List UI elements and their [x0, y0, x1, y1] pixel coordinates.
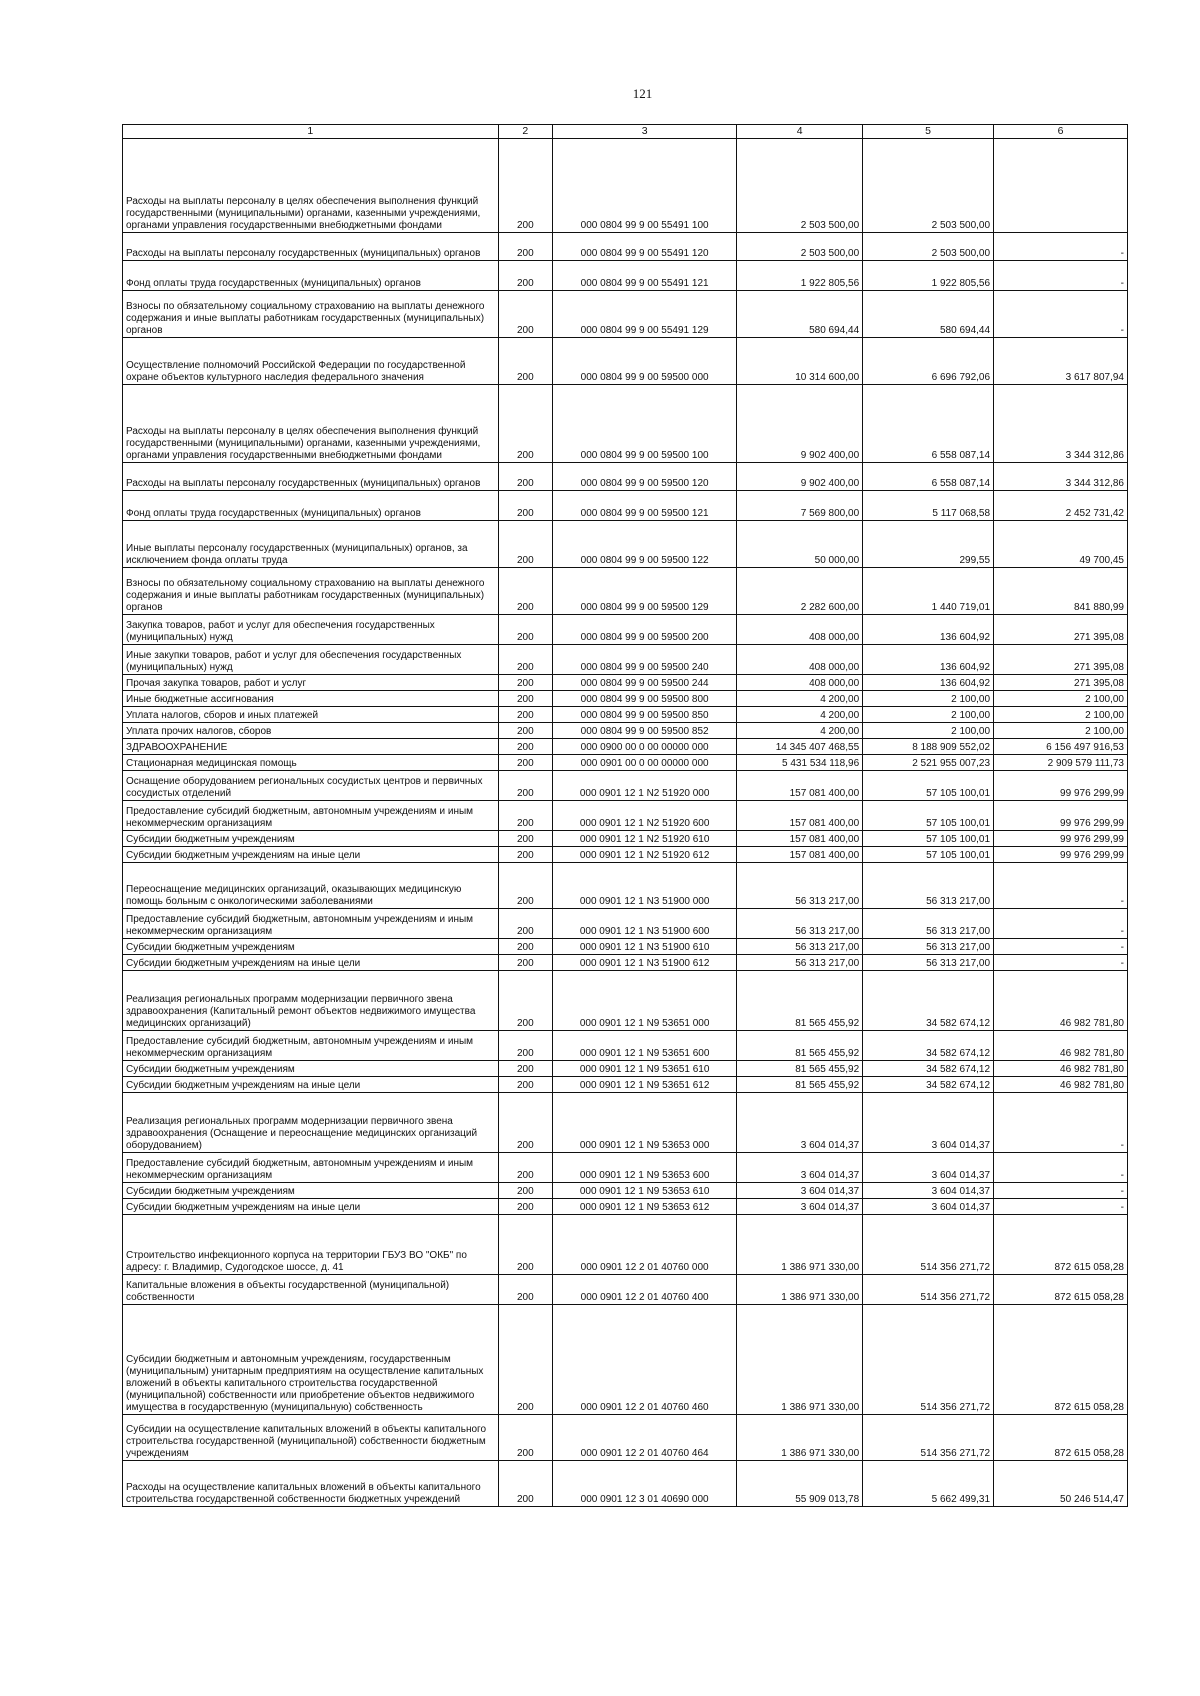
- row-indicator-code: 200: [498, 338, 552, 385]
- row-name: Предоставление субсидий бюджетным, автономным учреждениям и иным некоммерческим организациям: [123, 909, 499, 939]
- row-approved-amount: 3 604 014,37: [737, 1093, 863, 1153]
- row-name: Субсидии бюджетным учреждениям: [123, 1061, 499, 1077]
- row-unexecuted-amount: 99 976 299,99: [994, 831, 1128, 847]
- row-classification-code: 000 0804 99 9 00 59500 240: [552, 645, 736, 675]
- row-classification-code: 000 0804 99 9 00 59500 120: [552, 463, 736, 491]
- table-row: [123, 645, 1128, 675]
- row-classification-code: 000 0901 12 1 N2 51920 610: [552, 831, 736, 847]
- row-classification-code: 000 0901 12 1 N9 53651 600: [552, 1031, 736, 1061]
- row-approved-amount: 5 431 534 118,96: [737, 755, 863, 771]
- row-name: Стационарная медицинская помощь: [123, 755, 499, 771]
- table-row: [123, 1305, 1128, 1415]
- row-executed-amount: 2 100,00: [863, 691, 994, 707]
- row-approved-amount: 81 565 455,92: [737, 1077, 863, 1093]
- row-executed-amount: 8 188 909 552,02: [863, 739, 994, 755]
- row-indicator-code: 200: [498, 707, 552, 723]
- row-name: Предоставление субсидий бюджетным, автономным учреждениям и иным некоммерческим организациям: [123, 1031, 499, 1061]
- row-name: Субсидии бюджетным учреждениям: [123, 939, 499, 955]
- row-indicator-code: 200: [498, 739, 552, 755]
- row-name: Субсидии бюджетным учреждениям на иные цели: [123, 1199, 499, 1215]
- row-executed-amount: 56 313 217,00: [863, 955, 994, 971]
- table-row: [123, 261, 1128, 291]
- row-approved-amount: 55 909 013,78: [737, 1461, 863, 1507]
- row-executed-amount: 136 604,92: [863, 645, 994, 675]
- row-classification-code: 000 0901 12 1 N2 51920 612: [552, 847, 736, 863]
- row-approved-amount: 81 565 455,92: [737, 971, 863, 1031]
- row-executed-amount: 514 356 271,72: [863, 1215, 994, 1275]
- row-unexecuted-amount: -: [994, 1183, 1128, 1199]
- row-executed-amount: 2 100,00: [863, 723, 994, 739]
- row-name: Реализация региональных программ модернизации первичного звена здравоохранения (Оснащение и переоснащение медицинских организаций оборудованием): [123, 1093, 499, 1153]
- row-indicator-code: 200: [498, 1215, 552, 1275]
- row-unexecuted-amount: -: [994, 291, 1128, 338]
- row-classification-code: 000 0901 12 1 N9 53653 600: [552, 1153, 736, 1183]
- row-executed-amount: 3 604 014,37: [863, 1093, 994, 1153]
- row-approved-amount: 3 604 014,37: [737, 1153, 863, 1183]
- table-row: [123, 955, 1128, 971]
- row-unexecuted-amount: 271 395,08: [994, 645, 1128, 675]
- row-approved-amount: 1 386 971 330,00: [737, 1415, 863, 1461]
- row-approved-amount: 1 386 971 330,00: [737, 1215, 863, 1275]
- row-classification-code: 000 0804 99 9 00 59500 129: [552, 568, 736, 615]
- row-classification-code: 000 0901 12 1 N2 51920 000: [552, 771, 736, 801]
- row-classification-code: 000 0804 99 9 00 59500 850: [552, 707, 736, 723]
- table-row: [123, 491, 1128, 521]
- row-approved-amount: 1 386 971 330,00: [737, 1305, 863, 1415]
- row-indicator-code: 200: [498, 521, 552, 568]
- row-executed-amount: 34 582 674,12: [863, 1061, 994, 1077]
- row-classification-code: 000 0804 99 9 00 55491 120: [552, 233, 736, 261]
- row-executed-amount: 34 582 674,12: [863, 1031, 994, 1061]
- row-name: Осуществление полномочий Российской Федерации по государственной охране объектов культурного наследия федерального значения: [123, 338, 499, 385]
- row-approved-amount: 7 569 800,00: [737, 491, 863, 521]
- row-executed-amount: 136 604,92: [863, 675, 994, 691]
- row-classification-code: 000 0901 12 1 N3 51900 610: [552, 939, 736, 955]
- row-name: Субсидии бюджетным учреждениям на иные цели: [123, 847, 499, 863]
- row-classification-code: 000 0804 99 9 00 55491 121: [552, 261, 736, 291]
- row-indicator-code: 200: [498, 691, 552, 707]
- row-approved-amount: 10 314 600,00: [737, 338, 863, 385]
- row-unexecuted-amount: 49 700,45: [994, 521, 1128, 568]
- row-approved-amount: 157 081 400,00: [737, 847, 863, 863]
- table-row: [123, 521, 1128, 568]
- row-unexecuted-amount: 3 344 312,86: [994, 463, 1128, 491]
- row-indicator-code: 200: [498, 1153, 552, 1183]
- table-row: [123, 723, 1128, 739]
- row-executed-amount: 56 313 217,00: [863, 909, 994, 939]
- row-executed-amount: 514 356 271,72: [863, 1415, 994, 1461]
- row-classification-code: 000 0900 00 0 00 00000 000: [552, 739, 736, 755]
- row-unexecuted-amount: 2 100,00: [994, 723, 1128, 739]
- row-approved-amount: 4 200,00: [737, 691, 863, 707]
- row-indicator-code: 200: [498, 1093, 552, 1153]
- row-approved-amount: 56 313 217,00: [737, 863, 863, 909]
- row-classification-code: 000 0901 12 1 N3 51900 612: [552, 955, 736, 971]
- table-row: [123, 615, 1128, 645]
- row-indicator-code: 200: [498, 1031, 552, 1061]
- row-name: Расходы на выплаты персоналу в целях обеспечения выполнения функций государственными (муниципальными) органами, казенными учреждениями, органами управления государственными внебюджетными фондами: [123, 139, 499, 233]
- row-name: Субсидии бюджетным учреждениям на иные цели: [123, 955, 499, 971]
- table-row: [123, 233, 1128, 261]
- row-indicator-code: 200: [498, 847, 552, 863]
- row-classification-code: 000 0804 99 9 00 55491 100: [552, 139, 736, 233]
- row-name: Предоставление субсидий бюджетным, автономным учреждениям и иным некоммерческим организациям: [123, 801, 499, 831]
- row-unexecuted-amount: 99 976 299,99: [994, 771, 1128, 801]
- row-name: Субсидии бюджетным учреждениям: [123, 1183, 499, 1199]
- table-row: [123, 1061, 1128, 1077]
- table-row: [123, 691, 1128, 707]
- row-unexecuted-amount: 50 246 514,47: [994, 1461, 1128, 1507]
- column-number: 3: [552, 125, 736, 139]
- row-approved-amount: 157 081 400,00: [737, 771, 863, 801]
- column-number: 4: [737, 125, 863, 139]
- row-name: Иные бюджетные ассигнования: [123, 691, 499, 707]
- row-executed-amount: 6 558 087,14: [863, 463, 994, 491]
- row-indicator-code: 200: [498, 491, 552, 521]
- table-row: [123, 831, 1128, 847]
- row-classification-code: 000 0901 12 2 01 40760 400: [552, 1275, 736, 1305]
- row-executed-amount: 299,55: [863, 521, 994, 568]
- row-approved-amount: 56 313 217,00: [737, 939, 863, 955]
- row-approved-amount: 2 282 600,00: [737, 568, 863, 615]
- table-row: [123, 338, 1128, 385]
- row-approved-amount: 1 386 971 330,00: [737, 1275, 863, 1305]
- row-executed-amount: 34 582 674,12: [863, 1077, 994, 1093]
- row-name: Иные выплаты персоналу государственных (муниципальных) органов, за исключением фонда оплаты труда: [123, 521, 499, 568]
- row-executed-amount: 57 105 100,01: [863, 847, 994, 863]
- row-classification-code: 000 0804 99 9 00 59500 244: [552, 675, 736, 691]
- row-approved-amount: 4 200,00: [737, 707, 863, 723]
- row-classification-code: 000 0901 12 1 N9 53651 612: [552, 1077, 736, 1093]
- row-unexecuted-amount: 6 156 497 916,53: [994, 739, 1128, 755]
- row-indicator-code: 200: [498, 723, 552, 739]
- row-name: Фонд оплаты труда государственных (муниципальных) органов: [123, 491, 499, 521]
- row-executed-amount: 5 117 068,58: [863, 491, 994, 521]
- row-name: ЗДРАВООХРАНЕНИЕ: [123, 739, 499, 755]
- row-unexecuted-amount: [994, 139, 1128, 233]
- table-row: [123, 1215, 1128, 1275]
- row-indicator-code: 200: [498, 139, 552, 233]
- row-unexecuted-amount: -: [994, 261, 1128, 291]
- row-classification-code: 000 0901 12 1 N2 51920 600: [552, 801, 736, 831]
- row-executed-amount: 514 356 271,72: [863, 1305, 994, 1415]
- row-classification-code: 000 0901 12 1 N3 51900 600: [552, 909, 736, 939]
- row-unexecuted-amount: -: [994, 955, 1128, 971]
- row-unexecuted-amount: 2 100,00: [994, 707, 1128, 723]
- row-executed-amount: 2 503 500,00: [863, 233, 994, 261]
- table-row: [123, 1415, 1128, 1461]
- table-row: [123, 1461, 1128, 1507]
- table-row: [123, 1093, 1128, 1153]
- table-row: [123, 568, 1128, 615]
- row-approved-amount: 50 000,00: [737, 521, 863, 568]
- row-executed-amount: 2 100,00: [863, 707, 994, 723]
- row-unexecuted-amount: 271 395,08: [994, 615, 1128, 645]
- row-name: Фонд оплаты труда государственных (муниципальных) органов: [123, 261, 499, 291]
- table-row: [123, 1183, 1128, 1199]
- row-executed-amount: 3 604 014,37: [863, 1183, 994, 1199]
- row-unexecuted-amount: 46 982 781,80: [994, 1031, 1128, 1061]
- row-executed-amount: 34 582 674,12: [863, 971, 994, 1031]
- row-approved-amount: 9 902 400,00: [737, 463, 863, 491]
- row-approved-amount: 14 345 407 468,55: [737, 739, 863, 755]
- row-executed-amount: 57 105 100,01: [863, 771, 994, 801]
- row-executed-amount: 56 313 217,00: [863, 939, 994, 955]
- row-name: Расходы на выплаты персоналу в целях обеспечения выполнения функций государственными (муниципальными) органами, казенными учреждениями, органами управления государственными внебюджетными фондами: [123, 385, 499, 463]
- row-classification-code: 000 0901 12 2 01 40760 464: [552, 1415, 736, 1461]
- row-executed-amount: 5 662 499,31: [863, 1461, 994, 1507]
- row-classification-code: 000 0804 99 9 00 59500 121: [552, 491, 736, 521]
- table-row: [123, 1153, 1128, 1183]
- row-unexecuted-amount: 841 880,99: [994, 568, 1128, 615]
- row-unexecuted-amount: 872 615 058,28: [994, 1305, 1128, 1415]
- row-indicator-code: 200: [498, 1275, 552, 1305]
- row-executed-amount: 2 503 500,00: [863, 139, 994, 233]
- row-name: Субсидии на осуществление капитальных вложений в объекты капитального строительства государственной (муниципальной) собственности бюджетным учреждениям: [123, 1415, 499, 1461]
- row-name: Расходы на осуществление капитальных вложений в объекты капитального строительства государственной собственности бюджетных учреждений: [123, 1461, 499, 1507]
- row-approved-amount: 2 503 500,00: [737, 233, 863, 261]
- row-indicator-code: 200: [498, 771, 552, 801]
- row-classification-code: 000 0804 99 9 00 59500 852: [552, 723, 736, 739]
- table-row: [123, 755, 1128, 771]
- row-unexecuted-amount: 46 982 781,80: [994, 971, 1128, 1031]
- row-unexecuted-amount: 46 982 781,80: [994, 1077, 1128, 1093]
- row-name: Уплата прочих налогов, сборов: [123, 723, 499, 739]
- row-indicator-code: 200: [498, 615, 552, 645]
- row-classification-code: 000 0901 12 1 N9 53653 612: [552, 1199, 736, 1215]
- row-indicator-code: 200: [498, 955, 552, 971]
- row-name: Взносы по обязательному социальному страхованию на выплаты денежного содержания и иные выплаты работникам государственных (муниципальных) органов: [123, 291, 499, 338]
- row-name: Субсидии бюджетным учреждениям: [123, 831, 499, 847]
- row-indicator-code: 200: [498, 755, 552, 771]
- row-name: Субсидии бюджетным учреждениям на иные цели: [123, 1077, 499, 1093]
- row-name: Взносы по обязательному социальному страхованию на выплаты денежного содержания и иные выплаты работникам государственных (муниципальных) органов: [123, 568, 499, 615]
- row-classification-code: 000 0901 12 1 N3 51900 000: [552, 863, 736, 909]
- row-indicator-code: 200: [498, 568, 552, 615]
- row-approved-amount: 56 313 217,00: [737, 955, 863, 971]
- row-executed-amount: 57 105 100,01: [863, 801, 994, 831]
- table-row: [123, 1031, 1128, 1061]
- row-approved-amount: 408 000,00: [737, 675, 863, 691]
- table-row: [123, 771, 1128, 801]
- row-approved-amount: 56 313 217,00: [737, 909, 863, 939]
- row-approved-amount: 81 565 455,92: [737, 1031, 863, 1061]
- row-classification-code: 000 0901 12 3 01 40690 000: [552, 1461, 736, 1507]
- row-executed-amount: 56 313 217,00: [863, 863, 994, 909]
- row-executed-amount: 3 604 014,37: [863, 1199, 994, 1215]
- table-row: [123, 463, 1128, 491]
- row-unexecuted-amount: 3 617 807,94: [994, 338, 1128, 385]
- table-row: [123, 675, 1128, 691]
- table-row: [123, 863, 1128, 909]
- row-unexecuted-amount: 3 344 312,86: [994, 385, 1128, 463]
- column-number-row: [123, 125, 1128, 139]
- row-name: Расходы на выплаты персоналу государственных (муниципальных) органов: [123, 463, 499, 491]
- row-name: Оснащение оборудованием региональных сосудистых центров и первичных сосудистых отделений: [123, 771, 499, 801]
- row-indicator-code: 200: [498, 675, 552, 691]
- row-approved-amount: 3 604 014,37: [737, 1183, 863, 1199]
- row-indicator-code: 200: [498, 233, 552, 261]
- row-name: Иные закупки товаров, работ и услуг для обеспечения государственных (муниципальных) нужд: [123, 645, 499, 675]
- row-unexecuted-amount: 46 982 781,80: [994, 1061, 1128, 1077]
- row-unexecuted-amount: 99 976 299,99: [994, 801, 1128, 831]
- row-executed-amount: 580 694,44: [863, 291, 994, 338]
- row-approved-amount: 81 565 455,92: [737, 1061, 863, 1077]
- row-unexecuted-amount: 872 615 058,28: [994, 1415, 1128, 1461]
- row-indicator-code: 200: [498, 1415, 552, 1461]
- column-number: 2: [498, 125, 552, 139]
- row-unexecuted-amount: 271 395,08: [994, 675, 1128, 691]
- table-row: [123, 909, 1128, 939]
- row-indicator-code: 200: [498, 463, 552, 491]
- row-unexecuted-amount: 872 615 058,28: [994, 1215, 1128, 1275]
- row-executed-amount: 2 521 955 007,23: [863, 755, 994, 771]
- row-indicator-code: 200: [498, 1077, 552, 1093]
- page-number: 121: [632, 86, 653, 101]
- row-approved-amount: 9 902 400,00: [737, 385, 863, 463]
- row-unexecuted-amount: -: [994, 863, 1128, 909]
- table-row: [123, 801, 1128, 831]
- row-indicator-code: 200: [498, 1461, 552, 1507]
- row-classification-code: 000 0901 12 2 01 40760 460: [552, 1305, 736, 1415]
- row-classification-code: 000 0804 99 9 00 59500 000: [552, 338, 736, 385]
- row-unexecuted-amount: -: [994, 233, 1128, 261]
- row-name: Капитальные вложения в объекты государственной (муниципальной) собственности: [123, 1275, 499, 1305]
- row-executed-amount: 1 922 805,56: [863, 261, 994, 291]
- row-name: Расходы на выплаты персоналу государственных (муниципальных) органов: [123, 233, 499, 261]
- row-name: Уплата налогов, сборов и иных платежей: [123, 707, 499, 723]
- row-classification-code: 000 0804 99 9 00 55491 129: [552, 291, 736, 338]
- table-row: [123, 1275, 1128, 1305]
- column-number: 6: [994, 125, 1128, 139]
- row-approved-amount: 157 081 400,00: [737, 831, 863, 847]
- row-executed-amount: 514 356 271,72: [863, 1275, 994, 1305]
- row-indicator-code: 200: [498, 971, 552, 1031]
- row-name: Прочая закупка товаров, работ и услуг: [123, 675, 499, 691]
- row-unexecuted-amount: 2 452 731,42: [994, 491, 1128, 521]
- row-indicator-code: 200: [498, 801, 552, 831]
- table-row: [123, 847, 1128, 863]
- row-approved-amount: 580 694,44: [737, 291, 863, 338]
- row-unexecuted-amount: 99 976 299,99: [994, 847, 1128, 863]
- row-unexecuted-amount: -: [994, 909, 1128, 939]
- row-indicator-code: 200: [498, 909, 552, 939]
- row-classification-code: 000 0901 12 1 N9 53651 000: [552, 971, 736, 1031]
- row-classification-code: 000 0804 99 9 00 59500 200: [552, 615, 736, 645]
- row-name: Закупка товаров, работ и услуг для обеспечения государственных (муниципальных) нужд: [123, 615, 499, 645]
- row-unexecuted-amount: 2 909 579 111,73: [994, 755, 1128, 771]
- row-unexecuted-amount: -: [994, 939, 1128, 955]
- row-executed-amount: 6 696 792,06: [863, 338, 994, 385]
- row-classification-code: 000 0804 99 9 00 59500 100: [552, 385, 736, 463]
- row-approved-amount: 408 000,00: [737, 645, 863, 675]
- row-approved-amount: 4 200,00: [737, 723, 863, 739]
- row-classification-code: 000 0804 99 9 00 59500 800: [552, 691, 736, 707]
- row-executed-amount: 3 604 014,37: [863, 1153, 994, 1183]
- row-unexecuted-amount: -: [994, 1153, 1128, 1183]
- table-row: [123, 971, 1128, 1031]
- row-classification-code: 000 0804 99 9 00 59500 122: [552, 521, 736, 568]
- table-row: [123, 939, 1128, 955]
- row-indicator-code: 200: [498, 1061, 552, 1077]
- row-executed-amount: 57 105 100,01: [863, 831, 994, 847]
- row-classification-code: 000 0901 12 1 N9 53653 610: [552, 1183, 736, 1199]
- row-name: Переоснащение медицинских организаций, оказывающих медицинскую помощь больным с онкологическими заболеваниями: [123, 863, 499, 909]
- row-name: Предоставление субсидий бюджетным, автономным учреждениям и иным некоммерческим организациям: [123, 1153, 499, 1183]
- row-indicator-code: 200: [498, 939, 552, 955]
- row-approved-amount: 408 000,00: [737, 615, 863, 645]
- row-unexecuted-amount: 2 100,00: [994, 691, 1128, 707]
- row-indicator-code: 200: [498, 261, 552, 291]
- table-row: [123, 1199, 1128, 1215]
- row-approved-amount: 2 503 500,00: [737, 139, 863, 233]
- row-unexecuted-amount: 872 615 058,28: [994, 1275, 1128, 1305]
- row-indicator-code: 200: [498, 291, 552, 338]
- row-name: Субсидии бюджетным и автономным учреждениям, государственным (муниципальным) унитарным предприятиям на осуществление капитальных вложений в объекты капитального строительства государственной (муниципальной) собственности или приобретение объектов недвижимого имущества в государственную (муниципальную) собственность: [123, 1305, 499, 1415]
- row-indicator-code: 200: [498, 1199, 552, 1215]
- budget-execution-table: [122, 124, 1128, 1507]
- row-indicator-code: 200: [498, 831, 552, 847]
- row-indicator-code: 200: [498, 645, 552, 675]
- row-unexecuted-amount: -: [994, 1199, 1128, 1215]
- row-indicator-code: 200: [498, 385, 552, 463]
- table-row: [123, 385, 1128, 463]
- table-row: [123, 291, 1128, 338]
- row-classification-code: 000 0901 12 2 01 40760 000: [552, 1215, 736, 1275]
- row-approved-amount: 3 604 014,37: [737, 1199, 863, 1215]
- table-row: [123, 739, 1128, 755]
- column-number: 1: [123, 125, 499, 139]
- row-classification-code: 000 0901 12 1 N9 53651 610: [552, 1061, 736, 1077]
- row-indicator-code: 200: [498, 1183, 552, 1199]
- row-name: Реализация региональных программ модернизации первичного звена здравоохранения (Капитальный ремонт объектов недвижимого имущества медицинских организаций): [123, 971, 499, 1031]
- row-indicator-code: 200: [498, 1305, 552, 1415]
- row-name: Строительство инфекционного корпуса на территории ГБУЗ ВО "ОКБ" по адресу: г. Владимир, Судогодское шоссе, д. 41: [123, 1215, 499, 1275]
- row-approved-amount: 157 081 400,00: [737, 801, 863, 831]
- row-executed-amount: 1 440 719,01: [863, 568, 994, 615]
- row-unexecuted-amount: -: [994, 1093, 1128, 1153]
- row-classification-code: 000 0901 12 1 N9 53653 000: [552, 1093, 736, 1153]
- table-row: [123, 707, 1128, 723]
- row-indicator-code: 200: [498, 863, 552, 909]
- table-row: [123, 1077, 1128, 1093]
- column-number: 5: [863, 125, 994, 139]
- row-executed-amount: 6 558 087,14: [863, 385, 994, 463]
- row-classification-code: 000 0901 00 0 00 00000 000: [552, 755, 736, 771]
- row-approved-amount: 1 922 805,56: [737, 261, 863, 291]
- row-executed-amount: 136 604,92: [863, 615, 994, 645]
- table-row: [123, 139, 1128, 233]
